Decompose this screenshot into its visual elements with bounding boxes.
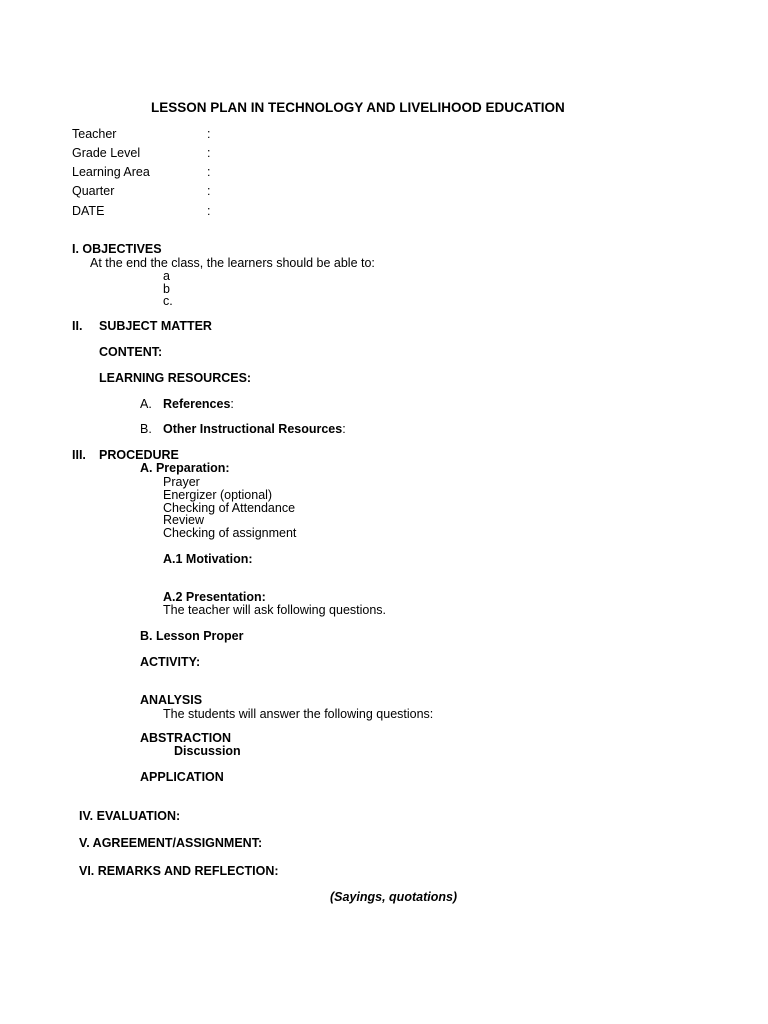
info-label-learning-area: Learning Area bbox=[72, 165, 150, 179]
info-colon: : bbox=[207, 165, 211, 179]
objectives-intro: At the end the class, the learners should be able to: bbox=[90, 256, 375, 270]
analysis-text: The students will answer the following questions: bbox=[163, 707, 434, 721]
references-colon: : bbox=[230, 397, 234, 411]
analysis-heading: ANALYSIS bbox=[140, 693, 203, 707]
discussion-heading: Discussion bbox=[174, 744, 241, 758]
abstraction-heading: ABSTRACTION bbox=[140, 731, 231, 745]
info-colon: : bbox=[207, 204, 211, 218]
preparation-item: Prayer bbox=[163, 475, 200, 489]
page-title: LESSON PLAN IN TECHNOLOGY AND LIVELIHOOD EDUCATION bbox=[151, 100, 565, 115]
remarks-heading: VI. REMARKS AND REFLECTION: bbox=[79, 864, 279, 878]
info-label-teacher: Teacher bbox=[72, 127, 117, 141]
lesson-proper-heading: B. Lesson Proper bbox=[140, 629, 244, 643]
preparation-item: Checking of assignment bbox=[163, 526, 297, 540]
preparation-item: Checking of Attendance bbox=[163, 501, 296, 515]
procedure-numeral: III. bbox=[72, 448, 86, 462]
other-resources-label: Other Instructional Resources bbox=[163, 422, 343, 436]
info-label-quarter: Quarter bbox=[72, 184, 115, 198]
info-colon: : bbox=[207, 127, 211, 141]
sayings-note: (Sayings, quotations) bbox=[330, 890, 458, 904]
presentation-text: The teacher will ask following questions. bbox=[163, 603, 387, 617]
objective-item: c. bbox=[163, 294, 173, 308]
references-label: References bbox=[163, 397, 231, 411]
preparation-item: Energizer (optional) bbox=[163, 488, 273, 502]
presentation-heading: A.2 Presentation: bbox=[163, 590, 266, 604]
info-label-grade-level: Grade Level bbox=[72, 146, 141, 160]
references-marker: A. bbox=[140, 397, 152, 411]
application-heading: APPLICATION bbox=[140, 770, 224, 784]
info-colon: : bbox=[207, 184, 211, 198]
references-row bbox=[163, 398, 234, 411]
preparation-heading: A. Preparation: bbox=[140, 461, 230, 475]
motivation-heading: A.1 Motivation: bbox=[163, 552, 253, 566]
activity-heading: ACTIVITY: bbox=[140, 655, 201, 669]
learning-resources-heading: LEARNING RESOURCES: bbox=[99, 371, 252, 385]
procedure-heading: PROCEDURE bbox=[99, 448, 179, 462]
agreement-heading: V. AGREEMENT/ASSIGNMENT: bbox=[79, 836, 263, 850]
preparation-item: Review bbox=[163, 513, 204, 527]
other-resources-marker: B. bbox=[140, 422, 152, 436]
other-resources-row bbox=[163, 423, 346, 436]
other-resources-colon: : bbox=[342, 422, 346, 436]
content-heading: CONTENT: bbox=[99, 345, 163, 359]
objective-item: a bbox=[163, 269, 170, 283]
info-label-date: DATE bbox=[72, 204, 105, 218]
subject-matter-heading: SUBJECT MATTER bbox=[99, 319, 212, 333]
objectives-heading: I. OBJECTIVES bbox=[72, 242, 162, 256]
objective-item: b bbox=[163, 282, 170, 296]
info-colon: : bbox=[207, 146, 211, 160]
evaluation-heading: IV. EVALUATION: bbox=[79, 809, 181, 823]
subject-matter-numeral: II. bbox=[72, 319, 83, 333]
